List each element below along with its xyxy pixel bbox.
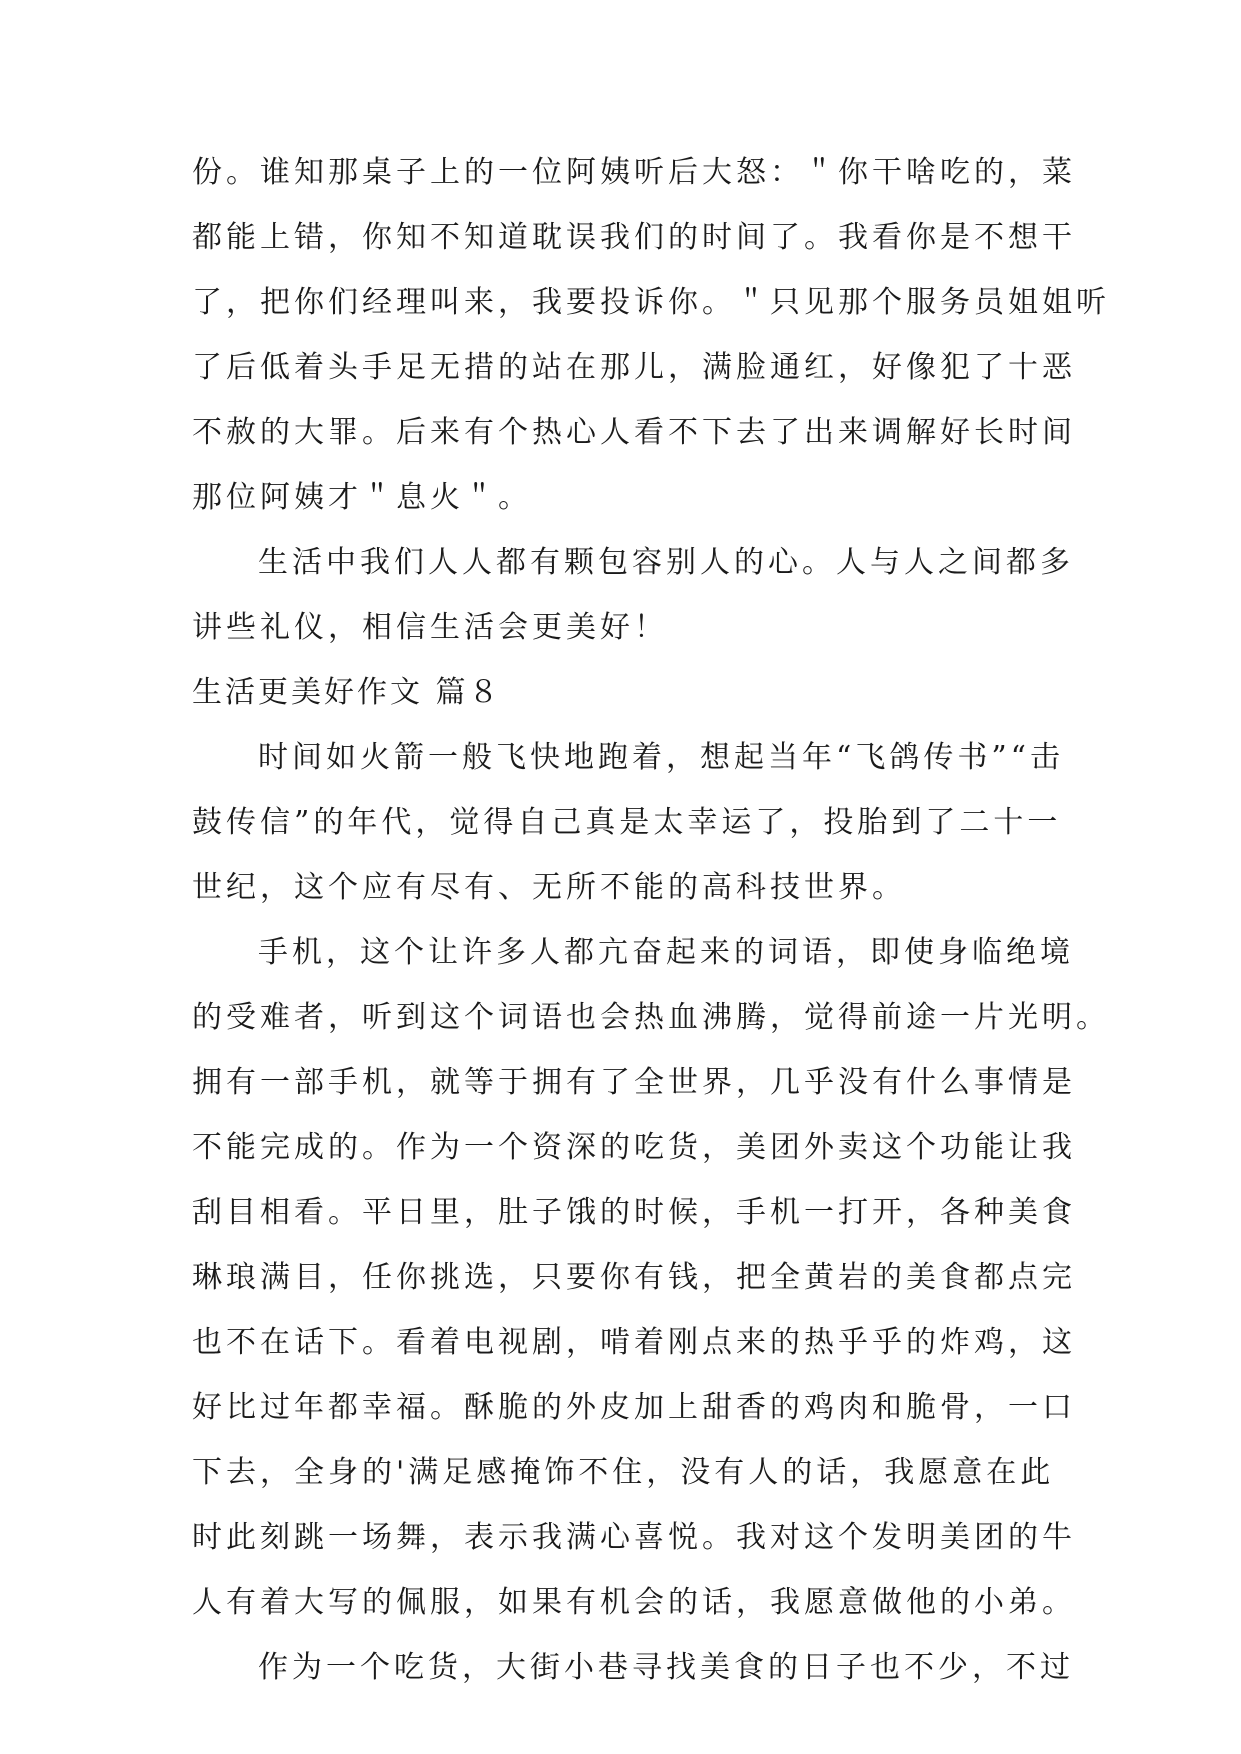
text-line: 刮目相看。平日里，肚子饿的时候，手机一打开，各种美食 — [192, 1195, 1076, 1230]
document-page — [192, 140, 1110, 1700]
text-line: 下去，全身的'满足感掩饰不住，没有人的话，我愿意在此 — [192, 1455, 1055, 1490]
text-line: 也不在话下。看着电视剧，啃着刚点来的热乎乎的炸鸡，这 — [192, 1325, 1076, 1360]
text-line: 鼓传信”的年代，觉得自己真是太幸运了，投胎到了二十一 — [192, 805, 1062, 840]
text-line: 讲些礼仪，相信生活会更美好！ — [192, 610, 668, 645]
text-line: 份。谁知那桌子上的一位阿姨听后大怒：＂你干啥吃的，菜 — [192, 155, 1076, 190]
text-line: 不能完成的。作为一个资深的吃货，美团外卖这个功能让我 — [192, 1130, 1076, 1165]
text-line: 不赦的大罪。后来有个热心人看不下去了出来调解好长时间 — [192, 415, 1076, 450]
text-line: 世纪，这个应有尽有、无所不能的高科技世界。 — [192, 870, 906, 905]
section-heading: 生活更美好作文 篇８ — [192, 675, 502, 710]
text-line: 拥有一部手机，就等于拥有了全世界，几乎没有什么事情是 — [192, 1065, 1076, 1100]
text-line: 人有着大写的佩服，如果有机会的话，我愿意做他的小弟。 — [192, 1585, 1076, 1620]
text-line: 都能上错，你知不知道耽误我们的时间了。我看你是不想干 — [192, 220, 1076, 255]
text-line: 琳琅满目，任你挑选，只要你有钱，把全黄岩的美食都点完 — [192, 1260, 1076, 1295]
text-line: 时此刻跳一场舞，表示我满心喜悦。我对这个发明美团的牛 — [192, 1520, 1076, 1555]
paragraph-start-line: 时间如火箭一般飞快地跑着，想起当年“飞鸽传书”“击 — [258, 740, 1065, 775]
text-line: 了后低着头手足无措的站在那儿，满脸通红，好像犯了十恶 — [192, 350, 1076, 385]
text-line: 的受难者，听到这个词语也会热血沸腾，觉得前途一片光明。 — [192, 1000, 1110, 1035]
text-line: 那位阿姨才＂息火＂。 — [192, 480, 532, 515]
paragraph-start-line: 作为一个吃货，大街小巷寻找美食的日子也不少，不过 — [258, 1650, 1074, 1685]
text-line: 了，把你们经理叫来，我要投诉你。＂只见那个服务员姐姐听 — [192, 285, 1110, 320]
paragraph-start-line: 生活中我们人人都有颗包容别人的心。人与人之间都多 — [258, 545, 1074, 580]
text-line: 好比过年都幸福。酥脆的外皮加上甜香的鸡肉和脆骨，一口 — [192, 1390, 1076, 1425]
paragraph-start-line: 手机，这个让许多人都亢奋起来的词语，即使身临绝境 — [258, 935, 1074, 970]
